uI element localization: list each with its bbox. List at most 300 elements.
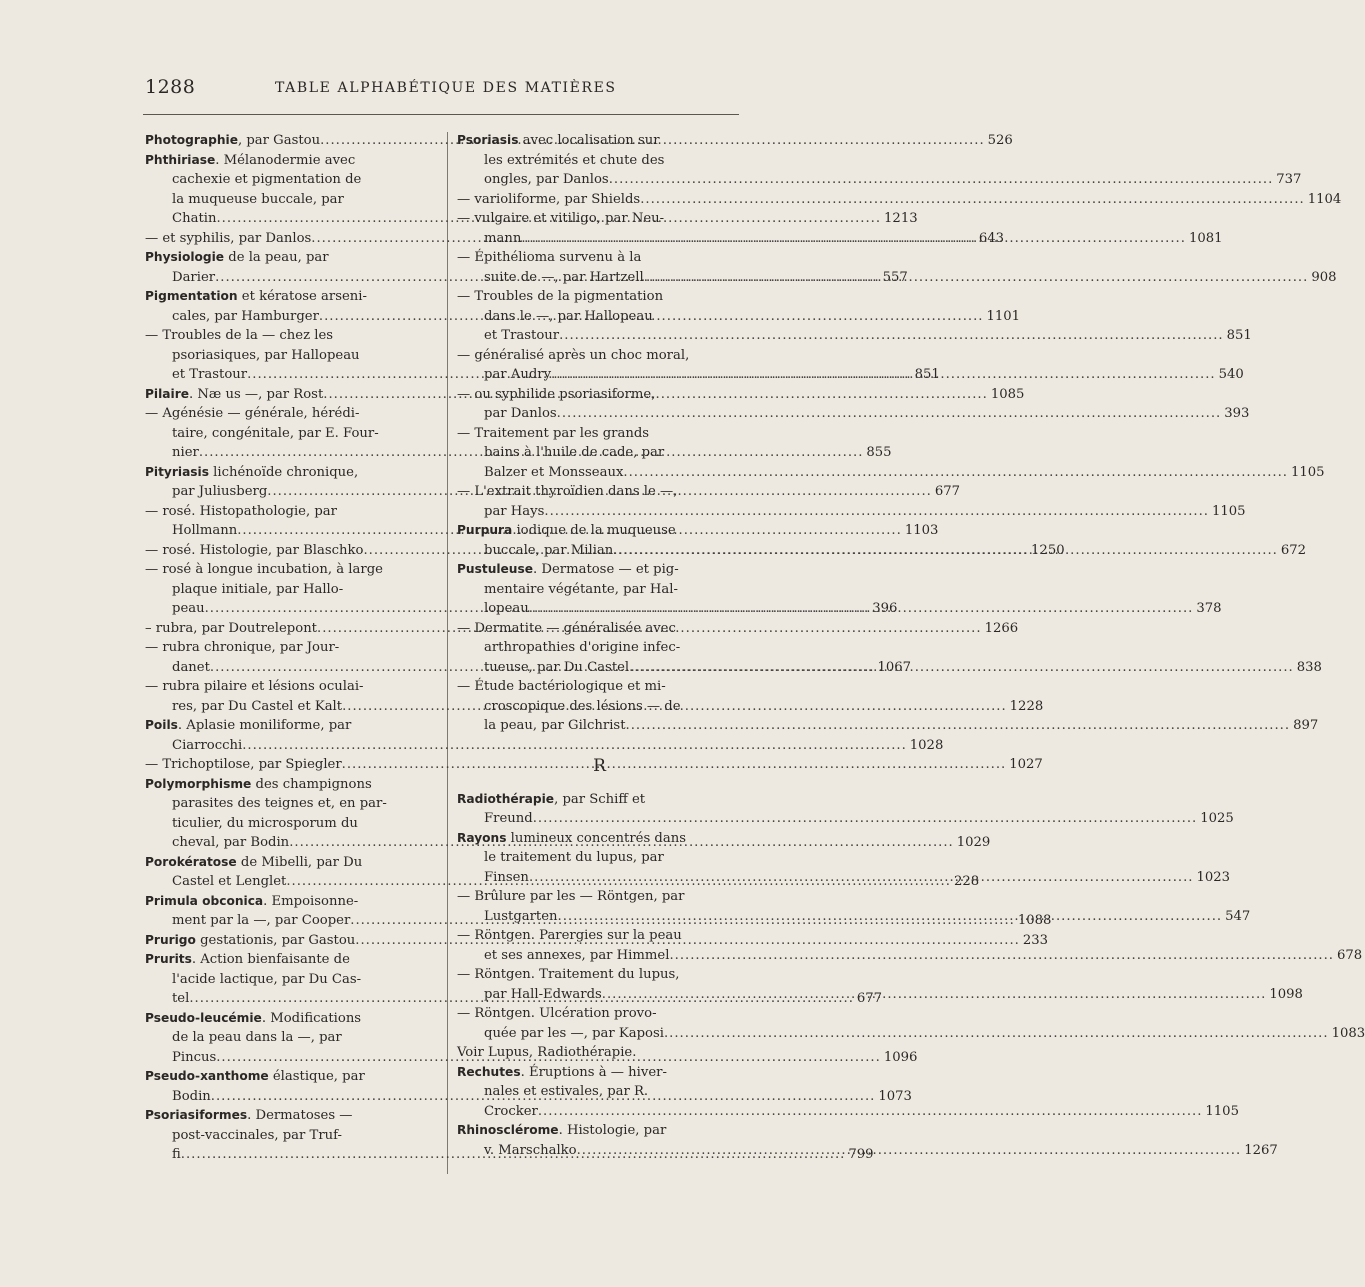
index-entry-line — [457, 1043, 742, 1063]
entry-text — [145, 1067, 365, 1087]
entry-detail: Darier — [172, 269, 216, 285]
index-entry-line — [457, 404, 1250, 424]
entry-detail: ongles, par Danlos — [484, 172, 609, 187]
entry-text — [172, 814, 358, 834]
entry-text — [457, 887, 684, 907]
dot-leader — [629, 658, 1294, 678]
index-entry-line — [457, 716, 1319, 736]
entry-detail: mann — [484, 230, 522, 246]
entry-text — [484, 907, 558, 927]
index-entry-line — [457, 619, 742, 639]
entry-page-number: 1029 — [956, 835, 991, 850]
entry-page-number: 838 — [1296, 659, 1322, 675]
index-entry-line — [457, 580, 742, 600]
entry-page-number: 1023 — [1196, 869, 1231, 885]
entry-detail: bains à l'huile de cade, par — [484, 445, 665, 460]
entry-text — [484, 638, 680, 658]
dot-leader — [602, 985, 1267, 1005]
entry-page-number: 396 — [872, 601, 898, 616]
entry-text — [172, 170, 361, 190]
index-entry-line — [457, 209, 742, 229]
entry-detail: par Hall-Edwards — [484, 986, 602, 1002]
entry-detail: . Modifications — [261, 1010, 362, 1026]
entry-page-number: 1105 — [1205, 1103, 1239, 1119]
entry-text — [145, 463, 358, 483]
entry-text — [172, 970, 361, 990]
entry-text — [484, 848, 664, 868]
entry-headword: Photographie — [145, 133, 238, 147]
entry-text — [484, 716, 626, 736]
entry-headword: Physiologie — [145, 250, 225, 264]
entry-detail: Pincus — [172, 1049, 217, 1065]
dot-leader — [529, 599, 1194, 619]
entry-detail: buccale, par Milian — [484, 542, 614, 558]
entry-page-number: 1081 — [1188, 230, 1223, 246]
index-entry-line — [457, 926, 742, 946]
entry-text — [145, 638, 339, 658]
index-entry-line — [457, 965, 742, 985]
entry-text — [172, 346, 360, 366]
entry-headword: Psoriasis — [457, 133, 519, 147]
entry-text — [484, 697, 681, 717]
entry-headword: Rhinosclérome — [457, 1123, 559, 1137]
entry-text — [172, 697, 342, 717]
entry-headword: Pityriasis — [145, 464, 209, 479]
entry-detail: mentaire végétante, par Hal- — [484, 581, 678, 597]
entry-headword: Pseudo-xanthome — [145, 1069, 269, 1083]
entry-detail: . Dermatose — et pig- — [533, 562, 679, 577]
index-entry-line — [457, 443, 742, 463]
entry-detail: — généralisé après un choc moral, — [457, 347, 690, 363]
entry-text — [484, 1102, 538, 1122]
entry-detail: arthropathies d'origine infec- — [484, 640, 681, 655]
entry-detail: plaque initiale, par Hallo- — [172, 581, 344, 597]
index-entry-line — [145, 638, 431, 658]
dot-leader — [577, 1141, 1242, 1161]
index-entry-line — [145, 326, 431, 346]
entry-text — [457, 248, 641, 268]
entry-detail: par Hays — [484, 503, 545, 519]
index-entry-line — [145, 560, 431, 580]
entry-detail: la muqueuse buccale, par — [172, 191, 344, 207]
entry-headword: Poils — [145, 718, 178, 732]
index-entry-line — [145, 248, 431, 268]
index-entry-line — [457, 424, 742, 444]
entry-headword: Rechutes — [457, 1064, 521, 1079]
index-entry-line — [457, 1102, 1239, 1122]
entry-text — [145, 131, 320, 151]
entry-detail: élastique, par — [268, 1069, 365, 1084]
entry-detail: . Empoisonne- — [263, 893, 359, 909]
entry-text — [172, 1145, 181, 1165]
entry-headword: Psoriasiformes — [145, 1108, 248, 1122]
entry-detail: danet — [172, 659, 210, 675]
entry-detail: — rubra pilaire et lésions oculai- — [145, 679, 364, 694]
entry-text — [484, 580, 678, 600]
index-entry-line — [145, 775, 431, 795]
entry-text — [172, 521, 237, 541]
entry-headword: Radiothérapie — [457, 791, 555, 806]
entry-text — [484, 365, 551, 385]
entry-detail: ment par la —, par Cooper — [172, 913, 351, 928]
entry-text — [172, 872, 286, 892]
entry-detail: . Éruptions à — hiver- — [520, 1064, 667, 1080]
dot-leader — [533, 809, 1198, 829]
dot-leader — [664, 1024, 1329, 1044]
entry-text — [484, 1024, 664, 1044]
entry-text — [145, 755, 342, 775]
entry-detail: par Juliusberg — [172, 484, 268, 499]
index-entry-line — [457, 151, 742, 171]
entry-page-number: 908 — [1311, 269, 1337, 285]
entry-headword: Primula obconica — [145, 893, 264, 908]
entry-detail: — rosé. Histologie, par Blaschko — [145, 542, 364, 558]
dot-leader — [609, 170, 1274, 190]
entry-text — [145, 716, 351, 736]
dot-leader — [538, 1102, 1203, 1122]
entry-detail: gestationis, par Gastou — [195, 932, 356, 948]
entry-text — [457, 619, 676, 639]
entry-text — [172, 268, 215, 288]
entry-text — [484, 170, 609, 190]
entry-text — [457, 790, 645, 810]
entry-text — [145, 931, 355, 951]
header-rule — [143, 114, 739, 115]
entry-page-number: 1250 — [1031, 542, 1065, 558]
index-entry-line — [457, 697, 742, 717]
entry-text — [145, 287, 367, 307]
column-divider — [447, 132, 448, 1174]
entry-detail: nales et estivales, par R. — [484, 1084, 649, 1099]
index-entry-line — [457, 385, 742, 405]
entry-page-number: 1083 — [1331, 1025, 1365, 1041]
dot-leader — [623, 463, 1288, 483]
entry-text — [484, 502, 544, 522]
entry-detail: — Étude bactériologique et mi- — [457, 679, 666, 694]
entry-headword: Polymorphisme — [145, 776, 252, 791]
entry-page-number: 393 — [1224, 406, 1250, 421]
index-entry-line — [457, 829, 742, 849]
entry-text — [172, 580, 343, 600]
entry-page-number: 1027 — [1009, 757, 1043, 772]
entry-text — [145, 502, 337, 522]
index-entry-line — [145, 424, 431, 444]
entry-detail: nier — [172, 445, 199, 460]
index-entry-line — [145, 950, 431, 970]
index-entry-line — [457, 1063, 742, 1083]
entry-detail: . Histologie, par — [558, 1123, 667, 1138]
entry-detail: et ses annexes, par Himmel — [484, 947, 670, 963]
index-entry-line — [145, 580, 431, 600]
entry-headword: Purpura — [457, 523, 513, 537]
entry-headword: Pilaire — [145, 386, 189, 401]
entry-text — [172, 599, 205, 619]
index-entry-line — [145, 502, 431, 522]
index-entry-line — [145, 1009, 431, 1029]
index-entry-line — [457, 887, 742, 907]
entry-detail: cales, par Hamburger — [172, 308, 319, 324]
entry-detail: — Troubles de la — chez les — [145, 328, 334, 343]
entry-text — [172, 989, 189, 1009]
entry-text — [145, 1009, 361, 1029]
index-entry-line — [145, 151, 431, 171]
entry-detail: Voir Lupus, Radiothérapie. — [457, 1045, 637, 1060]
entry-detail: cachexie et pigmentation de — [172, 172, 362, 187]
entry-detail: — Röntgen. Ulcération provo- — [457, 1006, 657, 1021]
entry-page-number: 851 — [914, 367, 940, 382]
index-entry-line — [145, 892, 431, 912]
entry-text — [145, 950, 350, 970]
index-entry-line — [457, 287, 742, 307]
entry-detail: par Audry — [484, 367, 552, 382]
dot-leader — [529, 868, 1194, 888]
entry-text — [172, 736, 242, 756]
entry-detail: — Trichoptilose, par Spiegler — [145, 757, 342, 772]
entry-text — [145, 619, 317, 639]
entry-detail: avec localisation sur — [518, 133, 660, 148]
entry-text — [457, 209, 664, 229]
index-entry-line — [457, 809, 1234, 829]
index-entry-line — [145, 970, 431, 990]
entry-detail: . Action bienfaisante de — [191, 952, 350, 967]
entry-detail: — Agénésie — générale, hérédi- — [145, 406, 360, 421]
entry-page-number: 1085 — [990, 386, 1025, 402]
entry-detail: , par Gastou — [237, 133, 321, 148]
entry-text — [457, 926, 682, 946]
entry-detail: — rosé. Histopathologie, par — [145, 503, 337, 519]
entry-text — [145, 385, 323, 405]
index-entry-line — [457, 560, 742, 580]
entry-text — [457, 424, 649, 444]
entry-text — [484, 326, 559, 346]
entry-detail: Crocker — [484, 1103, 538, 1119]
entry-headword: Prurits — [145, 952, 192, 966]
entry-text — [484, 541, 613, 561]
entry-detail: cheval, par Bodin — [172, 835, 290, 850]
entry-detail: lichénoïde chronique, — [208, 464, 359, 480]
entry-page-number: 557 — [882, 269, 908, 285]
index-entry-line — [145, 736, 944, 756]
entry-text — [145, 853, 362, 873]
entry-text — [172, 1028, 342, 1048]
entry-page-number: 1103 — [904, 523, 939, 538]
entry-text — [172, 443, 199, 463]
entry-detail: — Troubles de la pigmentation — [457, 289, 664, 304]
entry-page-number: 547 — [1225, 908, 1251, 924]
index-entry-line — [457, 131, 742, 151]
entry-page-number: 1266 — [984, 620, 1019, 636]
entry-detail: . Næ us —, par Rost — [188, 386, 324, 402]
entry-text — [484, 268, 644, 288]
entry-text — [145, 151, 355, 171]
entry-detail: — rubra chronique, par Jour- — [145, 640, 340, 655]
entry-page-number: 677 — [934, 484, 961, 499]
entry-headword: Prurigo — [145, 932, 196, 947]
index-entry-line — [145, 677, 431, 697]
entry-text — [145, 541, 363, 561]
index-entry-line — [457, 248, 742, 268]
entry-text — [484, 1082, 648, 1102]
entry-detail: . Dermatoses — — [247, 1108, 353, 1123]
entry-page-number: 672 — [1280, 542, 1307, 558]
entry-detail: et kératose arseni- — [237, 289, 367, 304]
entry-detail: par Danlos — [484, 406, 557, 421]
dot-leader — [544, 502, 1209, 522]
entry-text — [457, 560, 679, 580]
index-entry-line — [145, 1067, 431, 1087]
entry-page-number: 1228 — [1009, 698, 1044, 714]
entry-headword: Pustuleuse — [457, 562, 534, 576]
entry-page-number: 378 — [1196, 601, 1222, 616]
entry-text — [457, 677, 666, 697]
entry-detail: . Aplasie moniliforme, par — [177, 718, 352, 733]
entry-detail: parasites des teignes et, en par- — [172, 796, 387, 811]
entry-detail: Castel et Lenglet — [172, 874, 287, 889]
dot-leader — [521, 229, 1186, 249]
entry-detail: v. Marschalko — [484, 1142, 577, 1158]
entry-page-number: 1073 — [878, 1088, 912, 1104]
entry-detail: suite de —, par Hartzell — [484, 269, 644, 285]
entry-text — [484, 809, 533, 829]
index-entry-line — [457, 1024, 1365, 1044]
entry-page-number: 1105 — [1211, 503, 1246, 519]
entry-page-number: 897 — [1293, 718, 1319, 733]
index-entry-line — [145, 190, 431, 210]
entry-page-number: 1025 — [1200, 811, 1234, 826]
entry-detail: Lustgarten — [484, 908, 558, 924]
entry-detail: — ou syphilide psoriasiforme, — [457, 386, 656, 402]
entry-text — [457, 1004, 657, 1024]
index-entry-line — [145, 716, 431, 736]
dot-leader — [669, 946, 1334, 966]
entry-text — [172, 794, 387, 814]
entry-text — [145, 1106, 353, 1126]
index-entry-line — [145, 287, 431, 307]
dot-leader — [559, 326, 1224, 346]
entry-detail: les extrémités et chute des — [484, 152, 665, 168]
entry-text — [457, 482, 677, 502]
entry-text — [484, 307, 653, 327]
entry-text — [484, 1141, 577, 1161]
entry-page-number: 1105 — [1290, 464, 1325, 480]
entry-detail: — Röntgen. Traitement du lupus, — [457, 967, 680, 982]
entry-detail: lumineux concentrés dans — [506, 830, 686, 846]
entry-text — [172, 833, 289, 853]
entry-detail: Ciarrocchi — [172, 737, 243, 753]
entry-detail: res, par Du Castel et Kalt — [172, 698, 343, 714]
entry-detail: lopeau — [484, 601, 529, 616]
dot-leader — [626, 716, 1291, 736]
index-entry-line — [457, 190, 1342, 210]
entry-detail: Freund — [484, 811, 533, 826]
entry-text — [145, 892, 358, 912]
entry-text — [172, 658, 210, 678]
entry-detail: ticulier, du microsporum du — [172, 815, 358, 831]
entry-text — [484, 599, 529, 619]
entry-text — [457, 965, 679, 985]
index-entry-line — [457, 521, 742, 541]
entry-detail: — L'extrait thyroïdien dans le —, — [457, 484, 678, 499]
entry-text — [145, 229, 311, 249]
entry-page-number: 233 — [1022, 932, 1049, 948]
entry-page-number: 643 — [978, 230, 1005, 246]
entry-detail: de la peau dans la —, par — [172, 1030, 342, 1045]
entry-text — [172, 482, 267, 502]
entry-detail: Balzer et Monsseaux — [484, 464, 624, 480]
entry-text — [484, 443, 664, 463]
entry-page-number: 1067 — [877, 659, 912, 675]
entry-text — [172, 1087, 211, 1107]
entry-text — [457, 131, 660, 151]
entry-text — [145, 560, 383, 580]
entry-text — [484, 985, 602, 1005]
entry-headword: Pigmentation — [145, 289, 238, 303]
entry-text — [457, 287, 663, 307]
entry-page-number: 678 — [1337, 947, 1363, 963]
entry-page-number: 1213 — [884, 211, 918, 226]
entry-text — [172, 365, 247, 385]
entry-detail: Bodin — [172, 1088, 211, 1104]
index-entry-line — [457, 946, 1363, 966]
entry-detail: des champignons — [251, 776, 372, 792]
entry-detail: croscopique des lésions — de — [484, 698, 681, 714]
index-entry-line — [457, 1004, 742, 1024]
entry-text — [457, 346, 689, 366]
index-entry-line — [457, 482, 742, 502]
entry-page-number: 540 — [1218, 367, 1244, 382]
index-entry-line — [145, 1028, 431, 1048]
index-entry-line — [145, 404, 431, 424]
entry-detail: — vulgaire et vitiligo, par Neu- — [457, 211, 665, 226]
entry-text — [484, 151, 664, 171]
entry-page-number: 1096 — [883, 1049, 918, 1065]
entry-detail: . Mélanodermie avec — [215, 152, 356, 168]
dot-leader — [640, 190, 1305, 210]
entry-detail: – rubra, par Doutrelepont — [145, 620, 317, 636]
entry-detail: de Mibelli, par Du — [236, 854, 363, 870]
entry-headword: Pseudo-leucémie — [145, 1010, 262, 1025]
entry-text — [172, 1048, 216, 1068]
entry-text — [145, 404, 359, 424]
entry-detail: — Röntgen. Parergies sur la peau — [457, 928, 682, 943]
entry-text — [484, 658, 629, 678]
index-entry-line — [145, 794, 431, 814]
entry-text — [484, 404, 557, 424]
index-entry-line — [457, 677, 742, 697]
entry-detail: peau — [172, 601, 205, 616]
entry-detail: post-vaccinales, par Truf- — [172, 1127, 342, 1143]
entry-detail: tueuse, par Du Castel — [484, 659, 630, 675]
entry-page-number: 1104 — [1307, 191, 1342, 207]
index-entry-line — [145, 346, 431, 366]
index-entry-line — [457, 638, 742, 658]
page-number: 1288 — [145, 76, 196, 98]
entry-text — [172, 190, 344, 210]
entry-page-number: 851 — [1226, 328, 1252, 343]
entry-detail: la peau, par Gilchrist — [484, 718, 626, 733]
entry-text — [457, 521, 676, 541]
entry-text — [484, 868, 529, 888]
dot-leader — [644, 268, 1309, 288]
dot-leader — [613, 541, 1278, 561]
entry-detail: — Dermatite — généralisée avec — [457, 620, 676, 636]
entry-detail: le traitement du lupus, par — [484, 850, 664, 865]
entry-page-number: 1088 — [1017, 913, 1052, 928]
index-entry-line — [145, 755, 1043, 775]
index-entry-line — [457, 346, 742, 366]
dot-leader — [558, 907, 1223, 927]
index-entry-line — [145, 463, 431, 483]
